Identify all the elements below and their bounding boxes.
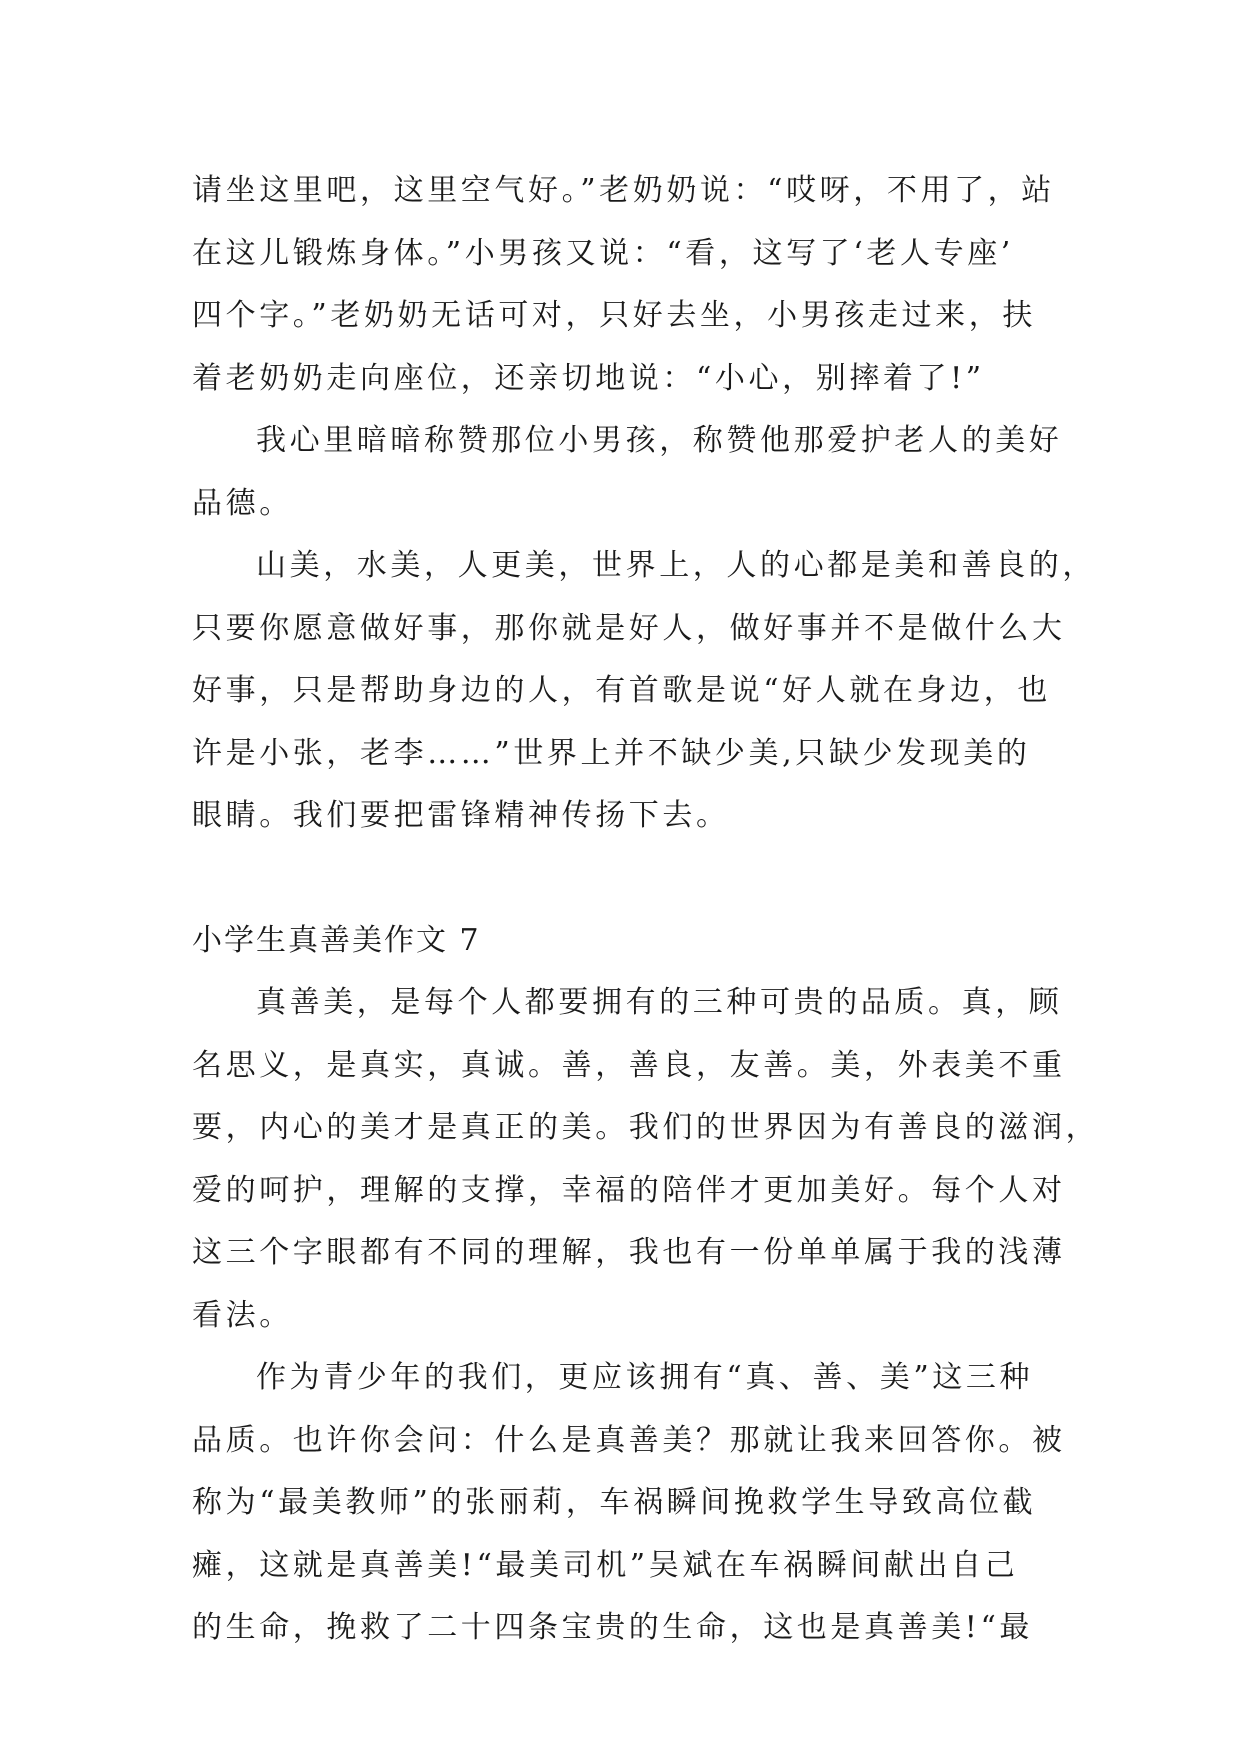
text-line: 品德。 bbox=[192, 485, 293, 521]
paragraph bbox=[192, 1347, 1066, 1660]
text-line: 请坐这里吧，这里空气好。”老奶奶说：“哎呀，不用了，站 bbox=[192, 173, 1055, 208]
text-line: 好事，只是帮助身边的人，有首歌是说“好人就在身边，也 bbox=[192, 673, 1051, 708]
paragraph bbox=[192, 410, 1063, 535]
text-line: 要，内心的美才是真正的美。我们的世界因为有善良的滋润， bbox=[192, 1110, 1100, 1145]
text-line: 四个字。”老奶奶无话可对，只好去坐，小男孩走过来，扶 bbox=[192, 298, 1036, 333]
text-line: 的生命，挽救了二十四条宝贵的生命，这也是真善美!“最 bbox=[192, 1610, 1033, 1645]
section-title: 小学生真善美作文 7 bbox=[192, 922, 481, 958]
paragraph bbox=[192, 160, 1055, 410]
text-line: 眼睛。我们要把雷锋精神传扬下去。 bbox=[192, 798, 730, 833]
text-line: 品质。也许你会问：什么是真善美？那就让我来回答你。被 bbox=[192, 1422, 1066, 1458]
document-page bbox=[192, 160, 1100, 1660]
paragraph bbox=[192, 972, 1100, 1347]
text-line: 瘫，这就是真善美!“最美司机”吴斌在车祸瞬间献出自己 bbox=[192, 1547, 1019, 1583]
section-gap bbox=[192, 848, 1052, 910]
text-line: 在这儿锻炼身体。”小男孩又说：“看，这写了‘老人专座’ bbox=[192, 235, 1014, 271]
text-line: 称为“最美教师”的张丽莉，车祸瞬间挽救学生导致高位截 bbox=[192, 1485, 1037, 1520]
text-line: 看法。 bbox=[192, 1297, 293, 1333]
text-line: 这三个字眼都有不同的理解，我也有一份单单属于我的浅薄 bbox=[192, 1235, 1066, 1270]
text-line: 名思义，是真实，真诚。善，善良，友善。美，外表美不重 bbox=[192, 1047, 1066, 1083]
text-line: 作为青少年的我们，更应该拥有“真、善、美”这三种 bbox=[256, 1360, 1034, 1395]
text-line: 爱的呵护，理解的支撑，幸福的陪伴才更加美好。每个人对 bbox=[192, 1172, 1066, 1208]
text-line: 许是小张，老李……”世界上并不缺少美,只缺少发现美的 bbox=[192, 735, 1031, 771]
text-line: 真善美，是每个人都要拥有的三种可贵的品质。真，顾 bbox=[256, 985, 1063, 1020]
paragraph bbox=[192, 535, 1096, 848]
text-line: 山美，水美，人更美，世界上，人的心都是美和善良的， bbox=[256, 548, 1096, 583]
text-line: 我心里暗暗称赞那位小男孩，称赞他那爱护老人的美好 bbox=[256, 423, 1063, 458]
text-line: 着老奶奶走向座位，还亲切地说：“小心，别摔着了!” bbox=[192, 360, 985, 396]
text-line: 只要你愿意做好事，那你就是好人，做好事并不是做什么大 bbox=[192, 610, 1066, 646]
